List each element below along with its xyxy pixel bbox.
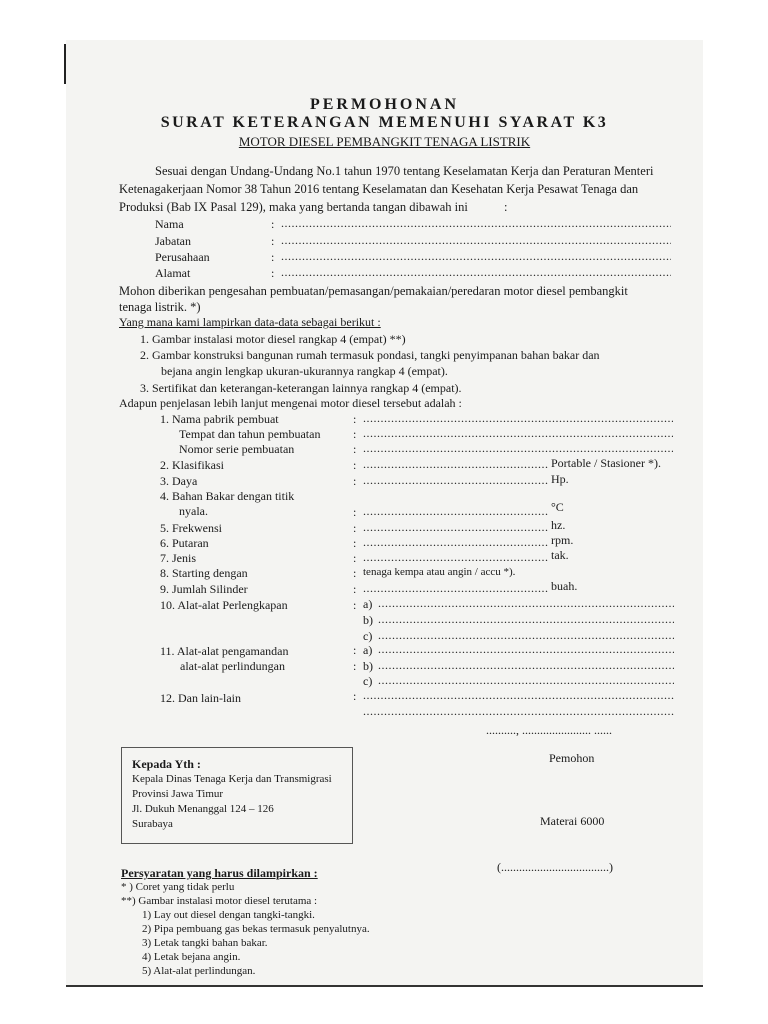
intro-line-3: Produksi (Bab IX Pasal 129), maka yang bertanda tangan dibawah ini xyxy=(119,200,468,214)
detail-8-label: 8. Starting dengan xyxy=(160,566,248,580)
doc-title: PERMOHONAN xyxy=(309,96,460,113)
detail-12-blank xyxy=(363,688,674,703)
detail-colon: : xyxy=(353,442,357,456)
document-page xyxy=(66,40,703,987)
detail-colon: : xyxy=(353,551,357,565)
detail-9-label: 9. Jumlah Silinder xyxy=(160,582,248,596)
detail-11-label: 11. Alat-alat pengamandan xyxy=(160,644,289,658)
field-nama-blank xyxy=(281,216,671,231)
field-colon: : xyxy=(271,234,275,248)
requirements-note-1: * ) Coret yang tidak perlu xyxy=(121,881,235,893)
detail-1-blank xyxy=(363,411,673,426)
detail-11b-label: alat-alat perlindungan xyxy=(180,659,285,673)
detail-9-suffix: buah. xyxy=(551,579,578,593)
detail-colon: : xyxy=(353,566,357,580)
field-colon: : xyxy=(271,250,275,264)
detail-7-label: 7. Jenis xyxy=(160,551,196,565)
requirement-item: 5) Alat-alat perlindungan. xyxy=(142,965,256,977)
detail-2-suffix: Portable / Stasioner *). xyxy=(551,456,661,470)
detail-colon: : xyxy=(353,598,357,612)
attachment-item-1: 1. Gambar instalasi motor diesel rangkap 4 (empat) **) xyxy=(140,332,406,346)
recipient-box xyxy=(121,747,353,844)
detail-1b-label: Tempat dan tahun pembuatan xyxy=(179,427,321,441)
field-label-jabatan: Jabatan xyxy=(155,234,191,248)
detail-11b-blank xyxy=(378,658,674,673)
detail-11a-blank xyxy=(378,642,674,657)
detail-colon: : xyxy=(353,474,357,488)
detail-5-suffix: hz. xyxy=(551,518,566,532)
intro-line-1: Sesuai dengan Undang-Undang No.1 tahun 1970 tentang Keselamatan Kerja dan Peraturan Menteri xyxy=(155,164,654,178)
requirement-item: 4) Letak bejana angin. xyxy=(142,951,241,963)
detail-10b-blank xyxy=(378,612,674,627)
detail-colon: : xyxy=(353,643,357,657)
detail-7-suffix: tak. xyxy=(551,548,569,562)
requirement-item: 1) Lay out diesel dengan tangki-tangki. xyxy=(142,909,315,921)
detail-5-label: 5. Frekwensi xyxy=(160,521,222,535)
recipient-office: Kepala Dinas Tenaga Kerja dan Transmigrasi xyxy=(132,773,332,785)
place-date-blank: .........., ....................... ...... xyxy=(486,723,612,737)
subitem-c: c) xyxy=(363,674,373,688)
detail-1c-blank xyxy=(363,441,673,456)
field-label-alamat: Alamat xyxy=(155,266,191,280)
requirement-item: 2) Pipa pembuang gas bekas termasuk penyalutnya. xyxy=(142,923,370,935)
requirements-note-2: **) Gambar instalasi motor diesel terutama : xyxy=(121,895,318,907)
attachments-heading: Yang mana kami lampirkan data-data sebagai berikut : xyxy=(119,315,381,329)
details-heading: Adapun penjelasan lebih lanjut mengenai motor diesel tersebut adalah : xyxy=(119,396,462,410)
detail-3-suffix: Hp. xyxy=(551,472,569,486)
detail-4b-label: nyala. xyxy=(179,504,208,518)
detail-2-blank xyxy=(363,457,549,472)
field-perusahaan-blank xyxy=(281,249,671,264)
field-label-nama: Nama xyxy=(155,217,184,231)
requirements-heading: Persyaratan yang harus dilampirkan : xyxy=(121,866,318,880)
subitem-b: b) xyxy=(363,613,373,627)
detail-6-blank xyxy=(363,535,549,550)
detail-9-blank xyxy=(363,581,549,596)
detail-6-suffix: rpm. xyxy=(551,533,574,547)
signature-line: (....................................) xyxy=(497,860,613,874)
detail-colon: : xyxy=(353,458,357,472)
detail-colon: : xyxy=(353,412,357,426)
intro-colon: : xyxy=(504,200,508,214)
detail-colon: : xyxy=(353,582,357,596)
detail-4-label: 4. Bahan Bakar dengan titik xyxy=(160,489,295,503)
detail-colon: : xyxy=(353,536,357,550)
detail-colon: : xyxy=(353,505,357,519)
subitem-a: a) xyxy=(363,643,373,657)
detail-colon: : xyxy=(353,521,357,535)
subitem-c: c) xyxy=(363,629,373,643)
doc-subtitle: SURAT KETERANGAN MEMENUHI SYARAT K3 xyxy=(160,114,609,131)
recipient-address: Jl. Dukuh Menanggal 124 – 126 xyxy=(132,803,274,815)
detail-4-blank xyxy=(363,504,549,519)
attachment-item-3: 3. Sertifikat dan keterangan-keterangan lainnya rangkap 4 (empat). xyxy=(140,381,462,395)
detail-11c-blank xyxy=(378,673,674,688)
detail-6-label: 6. Putaran xyxy=(160,536,209,550)
recipient-salutation: Kepada Yth : xyxy=(132,757,201,771)
detail-8-value: tenaga kempa atau angin / accu *). xyxy=(363,566,516,578)
subitem-b: b) xyxy=(363,659,373,673)
detail-2-label: 2. Klasifikasi xyxy=(160,458,224,472)
detail-10a-blank xyxy=(378,596,674,611)
detail-3-label: 3. Daya xyxy=(160,474,198,488)
detail-5-blank xyxy=(363,520,549,535)
requirement-item: 3) Letak tangki bahan bakar. xyxy=(142,937,268,949)
detail-colon: : xyxy=(353,427,357,441)
detail-12-blank-2 xyxy=(363,704,674,719)
detail-10-label: 10. Alat-alat Perlengkapan xyxy=(160,598,288,612)
recipient-city: Surabaya xyxy=(132,818,173,830)
attachment-item-2: 2. Gambar konstruksi bangunan rumah termasuk pondasi, tangki penyimpanan bahan bakar dan xyxy=(140,348,600,362)
field-colon: : xyxy=(271,217,275,231)
detail-1c-label: Nomor serie pembuatan xyxy=(179,442,295,456)
applicant-label: Pemohon xyxy=(549,751,595,765)
intro-line-2: Ketenagakerjaan Nomor 38 Tahun 2016 tentang Keselamatan dan Kesehatan Kerja Pesawat Tenaga dan xyxy=(119,182,639,196)
request-line-2: tenaga listrik. *) xyxy=(119,300,201,314)
detail-12-label: 12. Dan lain-lain xyxy=(160,691,241,705)
subitem-a: a) xyxy=(363,597,373,611)
detail-colon: : xyxy=(353,689,357,703)
detail-3-blank xyxy=(363,473,549,488)
stamp-duty-label: Materai 6000 xyxy=(540,814,605,828)
detail-10c-blank xyxy=(378,628,674,643)
doc-subject: MOTOR DIESEL PEMBANGKIT TENAGA LISTRIK xyxy=(238,134,531,149)
recipient-province: Provinsi Jawa Timur xyxy=(132,788,224,800)
detail-4-suffix: °C xyxy=(551,500,564,514)
field-label-perusahaan: Perusahaan xyxy=(155,250,210,264)
detail-7-blank xyxy=(363,550,549,565)
detail-1-label: 1. Nama pabrik pembuat xyxy=(160,412,279,426)
detail-1b-blank xyxy=(363,426,673,441)
request-line-1: Mohon diberikan pengesahan pembuatan/pemasangan/pemakaian/peredaran motor diesel pembangkit xyxy=(119,284,628,298)
field-jabatan-blank xyxy=(281,233,671,248)
field-colon: : xyxy=(271,266,275,280)
detail-colon: : xyxy=(353,659,357,673)
field-alamat-blank xyxy=(281,265,671,280)
attachment-item-2-cont: bejana angin lengkap ukuran-ukurannya rangkap 4 (empat). xyxy=(161,364,448,378)
